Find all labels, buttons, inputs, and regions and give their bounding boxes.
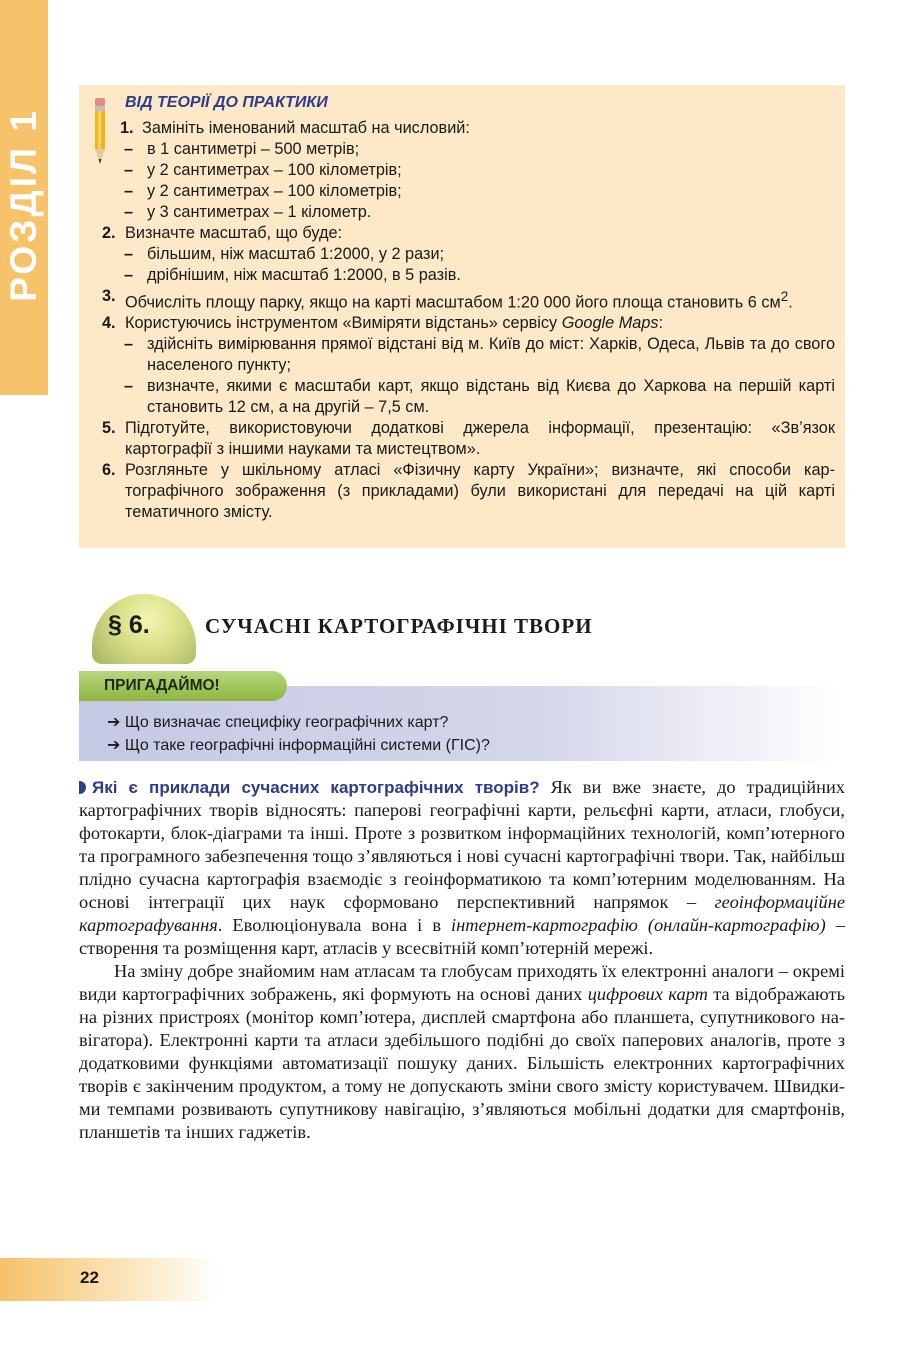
task-text-end: .: [788, 293, 793, 312]
task-4-sub-1: [102, 334, 835, 376]
dash: –: [124, 182, 134, 200]
section-number: § 6.: [108, 611, 150, 639]
dash: –: [124, 203, 134, 221]
sub-text: дрібнішим, ніж масштаб 1:2000, в 5 разів.: [147, 266, 461, 284]
remember-question-2: ➔ Що таке географічні інформаційні системи (ГІС)?: [107, 737, 490, 754]
task-text: Визначте масштаб, що буде:: [125, 224, 343, 242]
remember-label: ПРИГАДАЙМО!: [104, 677, 220, 694]
paragraph-2: [79, 960, 845, 1144]
task-text-main: Обчисліть площу парку, якщо на карті масштабом 1:20 000 його площа становить 6 см: [125, 293, 781, 312]
task-text: Замініть іменований масштаб на числовий:: [142, 119, 470, 137]
task-text-post: :: [658, 314, 664, 333]
task-text: [125, 313, 835, 334]
task-number: 1.: [120, 119, 134, 137]
chapter-side-label-wrap: [0, 0, 48, 395]
sub-text: у 2 сантиметрах – 100 кілометрів;: [147, 182, 402, 200]
task-5: [102, 418, 835, 460]
service-name: Google Maps: [561, 314, 659, 333]
task-2-sub-2: [102, 265, 835, 286]
task-1-sub-1: [102, 139, 835, 160]
task-1-sub-4: [102, 202, 835, 223]
task-4-sub-2: [102, 376, 835, 418]
term: геоінформаційне картографування: [79, 892, 845, 935]
term: цифрових карт: [587, 984, 708, 1004]
paragraph-text: . Еволюціонувала вона і в: [217, 915, 452, 935]
paragraph-text: На зміну добре знайомим нам атласам та глобусам приходять їх електронні аналоги – окремі види картографічних зображень, які формують на основі даних: [79, 961, 845, 1004]
task-1-sub-3: [102, 181, 835, 202]
bullet-marker-icon: [79, 781, 86, 794]
practice-task-list: [102, 118, 835, 523]
task-text: Розгляньте у шкільному атласі «Фізичну карту України»; визначте, які способи картографічного зображення (з прикладами) були використані для передачі на цій карті тематичного змісту.: [125, 461, 835, 522]
task-text: Підготуйте, використовуючи додаткові джерела інформації, презентацію: «Зв’язок картографії з іншими науками та мистецтвом».: [125, 419, 835, 459]
task-number: 4.: [102, 314, 116, 333]
task-number: 5.: [102, 419, 116, 438]
task-4: [102, 313, 835, 334]
section-title: СУЧАСНІ КАРТОГРАФІЧНІ ТВОРИ: [205, 614, 593, 638]
dash: –: [124, 377, 134, 396]
dash: –: [124, 140, 134, 158]
sub-text: у 3 сантиметрах – 1 кілометр.: [147, 203, 372, 221]
sub-text: здійсніть вимірювання прямої відстані від м. Київ до міст: Харків, Одеса, Львів та до свого населеного пункту;: [147, 335, 835, 375]
footer-band: [0, 1258, 220, 1301]
sub-text: у 2 сантиметрах – 100 кілометрів;: [147, 161, 402, 179]
task-number: 3.: [102, 287, 116, 305]
sub-text: в 1 сантиметрі – 500 метрів;: [147, 140, 360, 158]
sub-text: визначте, якими є масштаби карт, якщо відстань від Києва до Харкова на першій карті становить 12 см, а на другій – 7,5 см.: [147, 377, 835, 417]
chapter-side-label: РОЗДІЛ 1: [3, 108, 44, 302]
dash: –: [124, 245, 134, 263]
paragraph-text: та відображають на різних пристроях (монітор комп’ютера, дисплей смартфона або планшета, супутникового навігатора). Електронні карти та атласи здебільшого подібні до своїх паперових аналогів, проте з додатковими функціями автоматизації пошуку даних. Більшість електронних картографічних творів є закінченим продуктом, а тому не допускають зміни свого змісту користувачем. Швидкими темпами розвивають супутникову навігацію, з’являються мобільні додатки для смартфонів, планшетів та інших гаджетів.: [79, 984, 845, 1142]
task-3: [102, 286, 835, 313]
task-2: [102, 223, 835, 244]
page-number: 22: [80, 1268, 99, 1287]
task-text-pre: Користуючись інструментом «Виміряти відстань» сервісу: [125, 314, 562, 333]
task-number: 6.: [102, 461, 116, 480]
task-1-sub-2: [102, 160, 835, 181]
paragraph-text: – створення та розміщення карт, атласів у всесвітній комп’ютерній мережі.: [79, 915, 845, 958]
remember-question-1: ➔ Що визначає специфіку географічних карт?: [107, 714, 449, 731]
paragraph-1: [79, 776, 845, 960]
paragraph-text: Як ви вже знаєте, до традиційних картографічних творів відносять: паперові географічні карти, рельєфні карти, атласи, глобуси, фотокарти, блок-діаграми та інші. Проте з розвитком інформаційних технологій, комп’ютерного та програмного забезпечення тощо з’являються і нові сучасні картографічні твори. Так, найбільш плідно сучасна картографія взаємодіє з геоінформатикою та комп’ютерним моделюванням. На основі інтеграції цих наук сформовано перспективний напрямок –: [79, 777, 845, 912]
task-1: [102, 118, 835, 139]
task-2-sub-1: [102, 244, 835, 265]
task-text: [125, 286, 835, 313]
dash: –: [124, 266, 134, 284]
superscript: 2: [780, 289, 789, 304]
task-6: [102, 460, 835, 523]
practice-heading: ВІД ТЕОРІЇ ДО ПРАКТИКИ: [125, 94, 328, 111]
sub-text: більшим, ніж масштаб 1:2000, у 2 рази;: [147, 245, 445, 263]
dash: –: [124, 161, 134, 179]
task-number: 2.: [102, 224, 116, 242]
body-text: [79, 776, 845, 1144]
dash: –: [124, 335, 134, 354]
term: інтернет-картографію (онлайн-картографію): [451, 915, 826, 935]
lead-question: Які є приклади сучасних картографічних творів?: [92, 778, 540, 797]
